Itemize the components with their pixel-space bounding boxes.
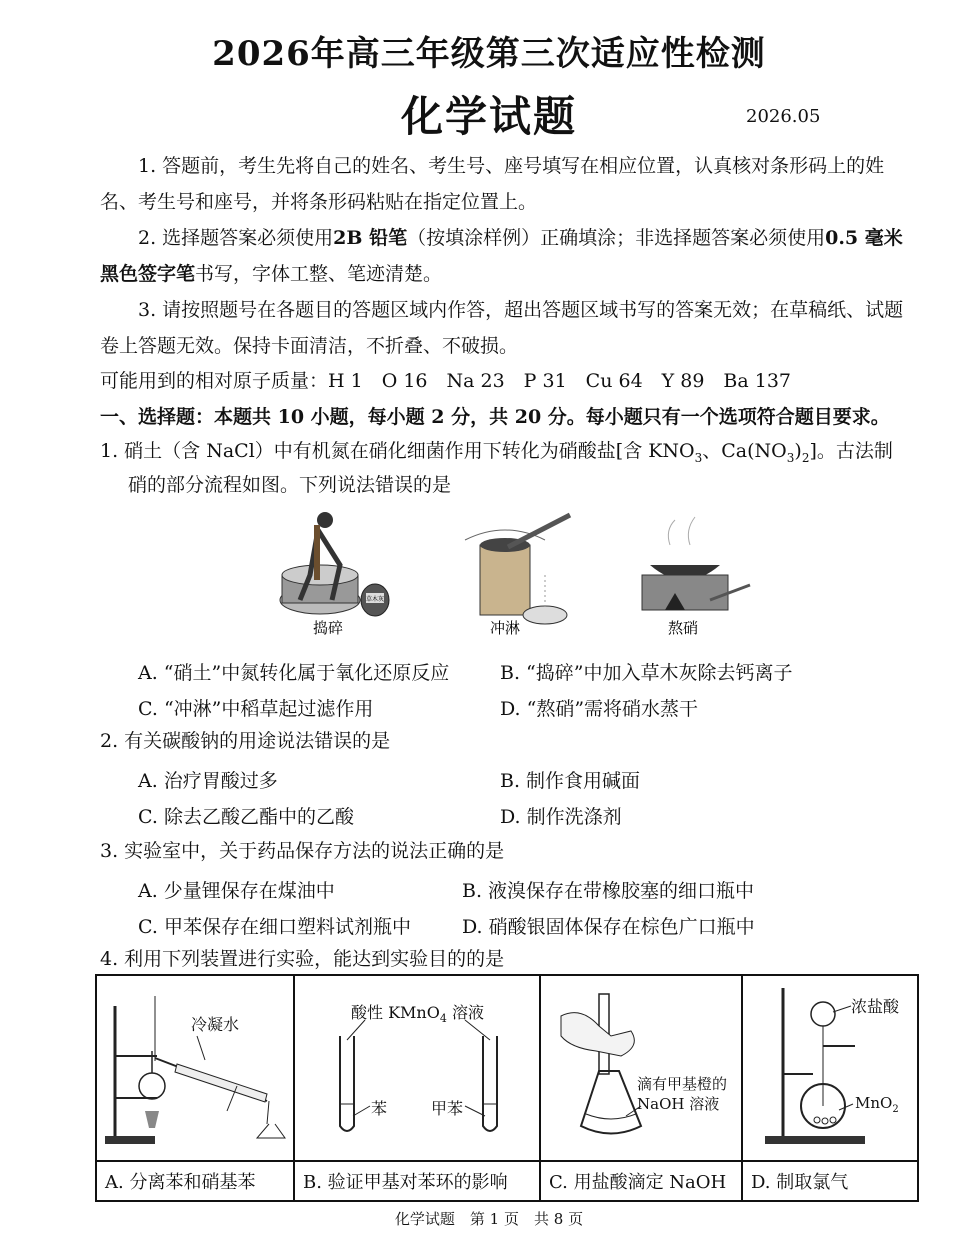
crushing-figure (280, 512, 389, 616)
q1-stem: 1. 硝土（含 NaCl）中有机氮在硝化细菌作用下转化为硝酸盐[含 $KNO_3$、$Ca(NO_3)_2$]。古法制 (100, 440, 893, 465)
q3-option-b: B. 液溴保存在带橡胶塞的细口瓶中 (462, 880, 755, 902)
section-heading: 一、选择题：本题共 10 小题，每小题 2 分，共 20 分。每小题只有一个选项符合题目要求。 (100, 406, 890, 428)
q3-option-c: C. 甲苯保存在细口塑料试剂瓶中 (138, 916, 411, 938)
boiling-figure (642, 517, 750, 610)
q1-stem-line2: 硝的部分流程如图。下列说法错误的是 (128, 474, 452, 496)
atomic-masses: 可能用到的相对原子质量：H 1 O 16 Na 23 P 31 Cu 64 Y 89 Ba 137 (100, 370, 792, 392)
jar-label: 草木灰 (365, 596, 385, 603)
exam-date: 2026.05 (746, 106, 821, 127)
q2-stem: 2. 有关碳酸钠的用途说法错误的是 (100, 730, 391, 752)
label-naoh: 滴有甲基橙的 NaOH 溶液 (637, 1075, 728, 1113)
apparatus-c-cell (540, 975, 742, 1161)
washing-figure (465, 515, 570, 624)
caption-c: C. 用盐酸滴定 NaOH (540, 1161, 742, 1201)
q3-option-d: D. 硝酸银固体保存在棕色广口瓶中 (462, 916, 755, 938)
caption-b: B. 验证甲基对苯环的影响 (294, 1161, 540, 1201)
label-benzene: 苯 (371, 1099, 388, 1118)
instruction-3: 3. 请按照题号在各题目的答题区域内作答，超出答题区域书写的答案无效；在草稿纸、试题卷上答题无效。保持卡面清洁，不折叠、不破损。 (100, 299, 904, 357)
fig-label-boiling: 熬硝 (667, 619, 699, 637)
q3-option-a: A. 少量锂保存在煤油中 (138, 880, 335, 902)
label-kmno4: 酸性 KMnO$_4$ 溶液 (351, 1003, 484, 1026)
exam-title: 2026年高三年级第三次适应性检测 (212, 34, 766, 74)
apparatus-b-cell (294, 975, 540, 1161)
q1-option-c: C. “冲淋”中稻草起过滤作用 (138, 698, 374, 720)
label-mno2: MnO$_2$ (855, 1094, 899, 1115)
q3-stem: 3. 实验室中，关于药品保存方法的说法正确的是 (100, 840, 505, 862)
q1-option-b: B. “捣碎”中加入草木灰除去钙离子 (500, 662, 793, 684)
q2-option-d: D. 制作洗涤剂 (500, 806, 622, 828)
q2-option-a: A. 治疗胃酸过多 (138, 770, 278, 792)
q2-option-c: C. 除去乙酸乙酯中的乙酸 (138, 806, 354, 828)
instruction-1: 1. 答题前，考生先将自己的姓名、考生号、座号填写在相应位置，认真核对条形码上的姓名、考生号和座号，并将条形码粘贴在指定位置上。 (100, 155, 885, 213)
instruction-2: 2. 选择题答案必须使用2B 铅笔（按填涂样例）正确填涂；非选择题答案必须使用0.5 毫米黑色签字笔书写，字体工整、笔迹清楚。 (100, 227, 903, 285)
q4-stem: 4. 利用下列装置进行实验，能达到实验目的的是 (100, 948, 505, 970)
caption-a: A. 分离苯和硝基苯 (96, 1161, 294, 1201)
subject-title: 化学试题 (400, 92, 577, 141)
fig-label-washing: 冲淋 (489, 619, 521, 637)
q1-process-figure (270, 505, 770, 640)
page-footer: 化学试题 第 1 页 共 8 页 (394, 1210, 584, 1228)
apparatus-d-cell (742, 975, 918, 1161)
distillation-apparatus (97, 976, 293, 1156)
label-toluene: 甲苯 (431, 1099, 464, 1118)
q1-option-a: A. “硝土”中氮转化属于氧化还原反应 (138, 662, 450, 684)
label-conc-hcl: 浓盐酸 (851, 997, 900, 1016)
label-condenser-water: 冷凝水 (191, 1015, 240, 1034)
caption-d: D. 制取氯气 (742, 1161, 918, 1201)
apparatus-a-cell (96, 975, 294, 1161)
titration-apparatus (541, 976, 741, 1156)
q4-apparatus-table (95, 974, 919, 1202)
fig-label-crushing: 捣碎 (312, 619, 344, 637)
q1-option-d: D. “熬硝”需将硝水蒸干 (500, 698, 699, 720)
q2-option-b: B. 制作食用碱面 (500, 770, 641, 792)
